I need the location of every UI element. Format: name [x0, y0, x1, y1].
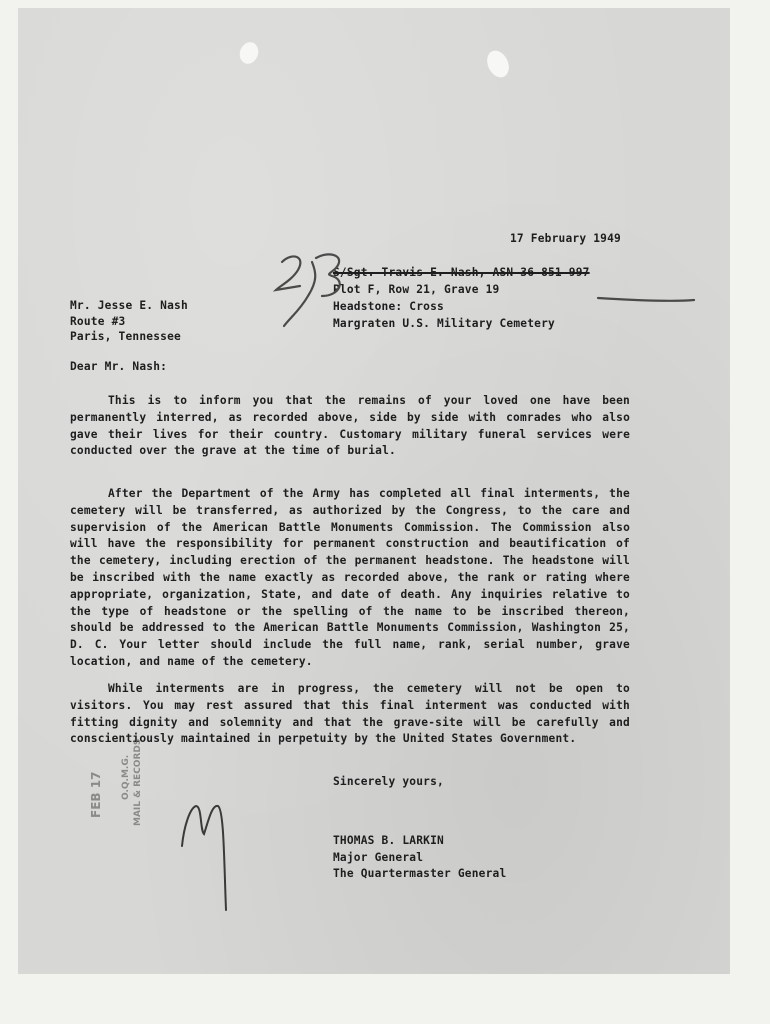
svg-text:MAIL & RECORDS: MAIL & RECORDS — [133, 738, 143, 826]
signer-rank: Major General — [333, 850, 424, 864]
recipient-city: Paris, Tennessee — [70, 330, 181, 343]
paragraph-text: This is to inform you that the remains of your loved one have been permanently interred, as recorded above, side by side with comrades who also gave their lives for their country. Customary military funeral services were conducted over the grave at the time of burial. — [70, 394, 630, 458]
svg-text:O.Q.M.G.: O.Q.M.G. — [121, 754, 131, 800]
paragraph-text: After the Department of the Army has completed all final interments, the cemetery will be transferred, as authorized by the Congress, to the care and supervision of the American Battle Monuments Commission. The Commission also will have the responsibility for permanent construction and beautification of the cemetery, including erection of the permanent headstone. The headstone will be inscribed with the name exactly as recorded above, the rank or rating where appropriate, organization, State, and date of death. Any inquiries relative to the type of headstone or the spelling of the name to be inscribed thereon, should be addressed to the American Battle Monuments Commission, Washington 25, D. C. Your letter should include the full name, rank, serial number, grave location, and name of the cemetery. — [70, 487, 630, 668]
signer-name: THOMAS B. LARKIN — [333, 834, 444, 847]
reference-headstone: Headstone: Cross — [333, 300, 444, 313]
reference-name-line: S/Sgt. Travis E. Nash, ASN 36 851 997 — [333, 266, 590, 279]
svg-text:FEB 17: FEB 17 — [89, 771, 103, 818]
closing: Sincerely yours, — [333, 775, 444, 788]
salutation: Dear Mr. Nash: — [70, 360, 168, 373]
signer-title: The Quartermaster General — [333, 867, 507, 880]
reference-cemetery: Margraten U.S. Military Cemetery — [333, 317, 555, 330]
recipient-route: Route #3 — [70, 314, 126, 328]
recipient-name: Mr. Jesse E. Nash — [70, 299, 188, 312]
letter-date: 17 February 1949 — [510, 232, 621, 245]
reference-plot: Plot F, Row 21, Grave 19 — [333, 283, 500, 296]
paragraph-text: While interments are in progress, the cemetery will not be open to visitors. You may rest assured that this final interment was conducted with fitting dignity and solemnity and that the grave-site will be carefully and conscientiously maintained in perpetuity by the United States Government. — [70, 682, 630, 746]
